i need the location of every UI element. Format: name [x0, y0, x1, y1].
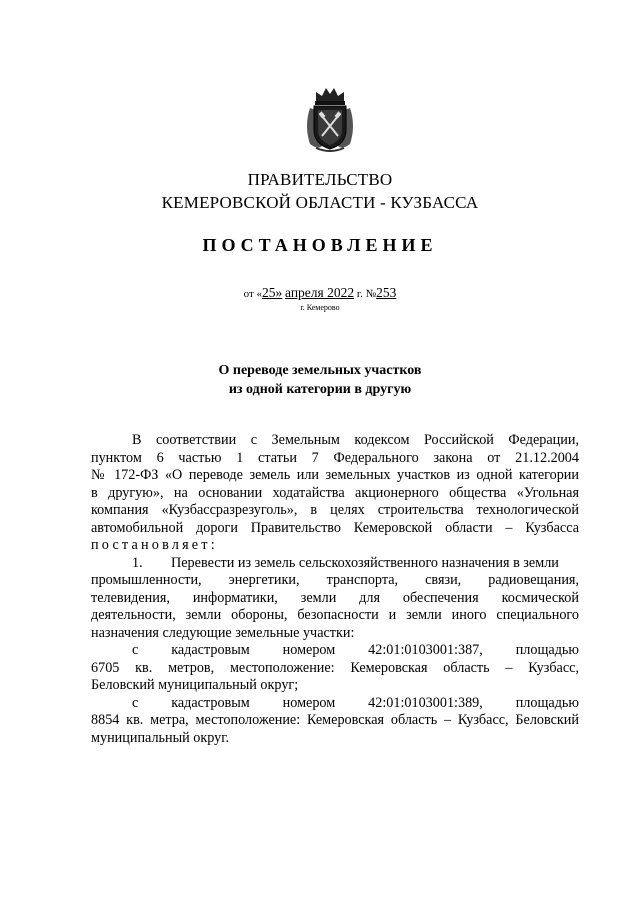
body-line: постановляет:	[91, 537, 218, 553]
body-line: промышленности, энергетики, транспорта, связи, радиовещания,	[91, 572, 579, 588]
date-prefix: от «	[243, 288, 263, 300]
coat-of-arms-emblem	[302, 86, 358, 152]
body-line: 6705 кв. метров, местоположение: Кемеровская область – Кузбасс,	[91, 660, 579, 676]
body-line: назначения следующие земельные участки:	[91, 625, 355, 641]
document-subject	[0, 361, 640, 399]
date-month-year: апреля 2022	[285, 285, 355, 300]
date-suffix: г.	[356, 288, 363, 300]
body-line: № 172-ФЗ «О переводе земель или земельных участков из одной категории	[91, 467, 579, 483]
subject-line2: из одной категории в другую	[228, 382, 412, 397]
body-line: телевидения, информатики, земли для обеспечения космической	[91, 590, 579, 606]
body-line: автомобильной дороги Правительство Кемеровской области – Кузбасса	[91, 520, 579, 536]
body-line: пунктом 6 частью 1 статьи 7 Федерального закона от 21.12.2004	[91, 450, 579, 466]
organization-name-line2: КЕМЕРОВСКОЙ ОБЛАСТИ - КУЗБАССА	[161, 193, 479, 212]
body-line: муниципальный округ.	[91, 730, 230, 746]
number-prefix: №	[365, 288, 377, 300]
document-number: 253	[376, 285, 397, 300]
body-line: Беловский муниципальный округ;	[91, 677, 299, 693]
body-line: 1. Перевести из земель сельскохозяйственного назначения в земли	[132, 555, 559, 571]
date-day: 25	[262, 285, 276, 300]
body-line: В соответствии с Земельным кодексом Российской Федерации,	[132, 432, 579, 448]
body-line: в другую», на основании ходатайства акционерного общества «Угольная	[91, 485, 579, 501]
document-type-title: ПОСТАНОВЛЕНИЕ	[202, 235, 438, 255]
body-line: 8854 кв. метра, местоположение: Кемеровская область – Кузбасс, Беловский	[91, 712, 579, 728]
body-line: с кадастровым номером 42:01:0103001:387, площадью	[132, 642, 579, 658]
body-line: деятельности, земли обороны, безопасности и земли иного специального	[91, 607, 579, 623]
date-mid: »	[275, 285, 283, 300]
date-number-line	[0, 285, 640, 301]
body-line: с кадастровым номером 42:01:0103001:389, площадью	[132, 695, 579, 711]
place-of-issue: г. Кемерово	[300, 303, 340, 312]
subject-line1: О переводе земельных участков	[218, 363, 422, 378]
organization-name-line1: ПРАВИТЕЛЬСТВО	[247, 170, 393, 189]
body-line: компания «Кузбассразрезуголь», в целях строительства технологической	[91, 502, 579, 518]
